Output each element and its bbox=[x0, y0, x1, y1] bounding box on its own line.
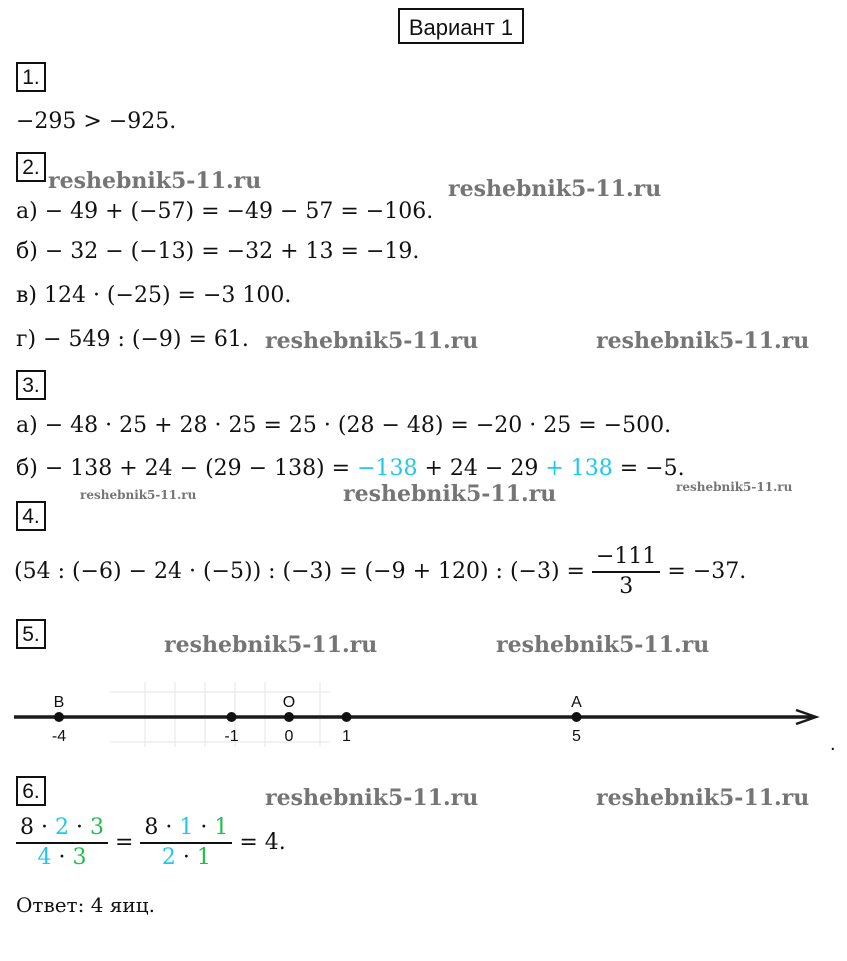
number-line-point-label: B bbox=[53, 694, 65, 711]
task-4-number: 4. bbox=[16, 501, 46, 531]
watermark: reshebnik5-11.ru bbox=[164, 632, 378, 658]
task-6-f2-top bbox=[140, 814, 232, 844]
task-4-frac-top: −111 bbox=[592, 543, 660, 573]
number-line-point bbox=[342, 712, 352, 722]
task-4-frac-bottom: 3 bbox=[619, 574, 634, 599]
task-1-number: 1. bbox=[16, 62, 46, 92]
f2-bot-a: 2 bbox=[161, 845, 176, 870]
task-3-b-highlight-2: + 138 bbox=[545, 456, 613, 481]
task-2-a: а) − 49 + (−57) = −49 − 57 = −106. bbox=[16, 199, 434, 224]
f2-bot-dot: · bbox=[175, 845, 197, 870]
task-3-b-start: б) − 138 + 24 − (29 − 138) = bbox=[16, 456, 358, 481]
f1-top-a: 8 · bbox=[20, 815, 55, 840]
task-3-a: а) − 48 · 25 + 28 · 25 = 25 · (28 − 48) = −20 · 25 = −500. bbox=[16, 413, 672, 438]
number-line-point bbox=[227, 712, 237, 722]
task-6-answer: Ответ: 4 яиц. bbox=[16, 893, 155, 917]
background-grid bbox=[110, 682, 330, 747]
f2-bot-b: 1 bbox=[196, 845, 211, 870]
task-6-fraction-2 bbox=[140, 814, 232, 872]
task-6-fraction-1 bbox=[16, 814, 108, 872]
task-5-number: 5. bbox=[16, 619, 46, 649]
number-line-point-label: A bbox=[571, 694, 582, 711]
number-line-tick-label: -4 bbox=[51, 728, 67, 745]
task-1-line: −295 > −925. bbox=[16, 109, 177, 134]
number-line-tick-label: 5 bbox=[572, 728, 581, 745]
task-6-expression bbox=[16, 814, 286, 872]
task-6-result: = 4. bbox=[239, 830, 286, 855]
task-3-b-mid: + 24 − 29 bbox=[417, 456, 546, 481]
f1-top-c: 3 bbox=[89, 815, 104, 840]
f1-bot-b: 3 bbox=[72, 845, 87, 870]
task-3-b-highlight-1: −138 bbox=[357, 456, 418, 481]
f2-top-c: 1 bbox=[214, 815, 229, 840]
task-6-f1-top bbox=[16, 814, 108, 844]
f1-bot-dot: · bbox=[51, 845, 73, 870]
task-4-fraction bbox=[592, 543, 660, 601]
number-line bbox=[0, 672, 847, 762]
task-3-b bbox=[16, 455, 685, 483]
task-6-f1-bottom bbox=[16, 844, 108, 872]
number-line-point bbox=[284, 712, 294, 722]
task-2-c: в) 124 · (−25) = −3 100. bbox=[16, 283, 292, 308]
watermark: reshebnik5-11.ru bbox=[496, 632, 710, 658]
f1-top-dot: · bbox=[68, 815, 90, 840]
task-6-number: 6. bbox=[16, 776, 46, 806]
task-4-expression bbox=[14, 543, 746, 601]
watermark: reshebnik5-11.ru bbox=[343, 481, 557, 507]
watermark: reshebnik5-11.ru bbox=[48, 168, 262, 194]
f2-top-a: 8 · bbox=[144, 815, 180, 840]
watermark: reshebnik5-11.ru bbox=[596, 328, 810, 354]
number-line-tick-label: 0 bbox=[284, 728, 294, 745]
number-line-tick-label: -1 bbox=[224, 728, 239, 745]
number-line-point bbox=[572, 712, 582, 722]
task-4-right: = −37. bbox=[660, 559, 747, 584]
number-line-tick-label: 1 bbox=[342, 728, 351, 745]
f1-bot-a: 4 bbox=[37, 845, 52, 870]
watermark-small: reshebnik5-11.ru bbox=[676, 480, 793, 494]
task-2-number: 2. bbox=[16, 152, 46, 182]
task-3-b-end: = −5. bbox=[612, 456, 685, 481]
watermark: reshebnik5-11.ru bbox=[448, 176, 662, 202]
trailing-dot: . bbox=[830, 733, 836, 755]
watermark: reshebnik5-11.ru bbox=[265, 785, 479, 811]
watermark: reshebnik5-11.ru bbox=[265, 328, 479, 354]
f1-top-b: 2 bbox=[54, 815, 69, 840]
watermark-small: reshebnik5-11.ru bbox=[80, 488, 197, 502]
number-line-point-label: O bbox=[282, 694, 296, 711]
task-3-number: 3. bbox=[16, 370, 46, 400]
task-6-eq: = bbox=[114, 830, 134, 855]
number-line-point bbox=[54, 712, 64, 722]
f2-top-dot: · bbox=[193, 815, 215, 840]
f2-top-b: 1 bbox=[179, 815, 194, 840]
page-title: Вариант 1 bbox=[398, 8, 524, 44]
task-4-left: (54 : (−6) − 24 · (−5)) : (−3) = (−9 + 120) : (−3) = bbox=[14, 559, 592, 584]
watermark: reshebnik5-11.ru bbox=[596, 785, 810, 811]
task-2-b: б) − 32 − (−13) = −32 + 13 = −19. bbox=[16, 239, 420, 264]
task-2-d: г) − 549 : (−9) = 61. bbox=[16, 327, 249, 352]
task-6-f2-bottom bbox=[140, 844, 232, 872]
